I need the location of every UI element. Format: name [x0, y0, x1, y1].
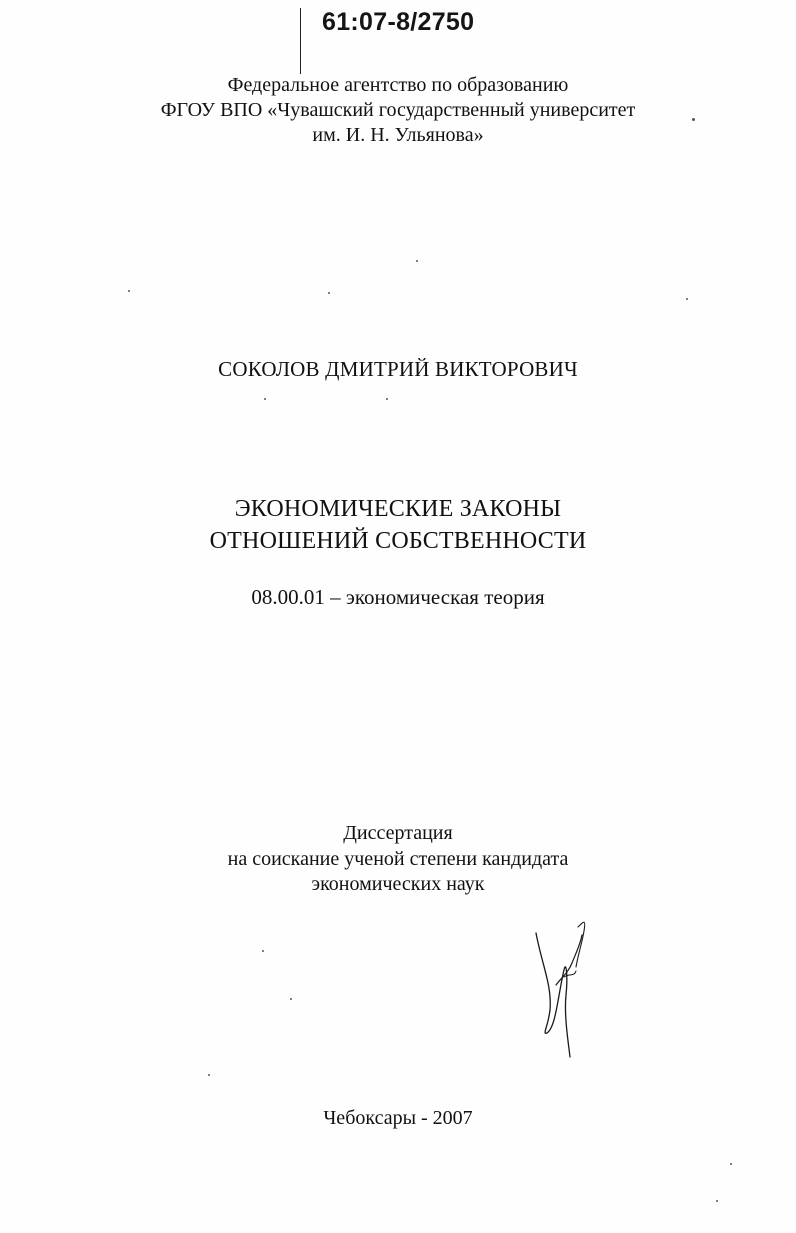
university-name-line1: ФГОУ ВПО «Чувашский государственный университет — [160, 99, 636, 121]
scan-speck — [386, 398, 388, 400]
archive-stamp-line — [300, 8, 301, 74]
dissertation-title-line1: ЭКОНОМИЧЕСКИЕ ЗАКОНЫ — [234, 496, 562, 522]
work-type: Диссертация — [343, 822, 453, 844]
shelf-mark: 61:07-8/2750 — [322, 8, 475, 36]
university-name-line2: им. И. Н. Ульянова» — [312, 124, 484, 146]
degree-line2: экономических наук — [311, 873, 485, 895]
scan-speck — [262, 950, 264, 952]
specialty-code: 08.00.01 – экономическая теория — [251, 585, 545, 609]
scan-speck — [264, 398, 266, 400]
scan-speck — [416, 260, 418, 262]
scan-speck — [716, 1200, 718, 1202]
scan-speck — [730, 1163, 732, 1165]
degree-line1: на соискание ученой степени кандидата — [227, 848, 569, 870]
scan-speck — [208, 1074, 210, 1076]
scan-speck — [290, 998, 292, 1000]
author-name: СОКОЛОВ ДМИТРИЙ ВИКТОРОВИЧ — [218, 357, 578, 381]
scan-speck — [328, 292, 330, 294]
place-and-year: Чебоксары - 2007 — [323, 1107, 473, 1129]
handwritten-signature — [520, 915, 600, 1065]
scan-speck — [692, 118, 695, 121]
scan-speck — [128, 290, 130, 292]
agency-name: Федеральное агентство по образованию — [227, 74, 569, 96]
dissertation-title-line2: ОТНОШЕНИЙ СОБСТВЕННОСТИ — [209, 528, 587, 554]
scan-speck — [686, 298, 688, 300]
